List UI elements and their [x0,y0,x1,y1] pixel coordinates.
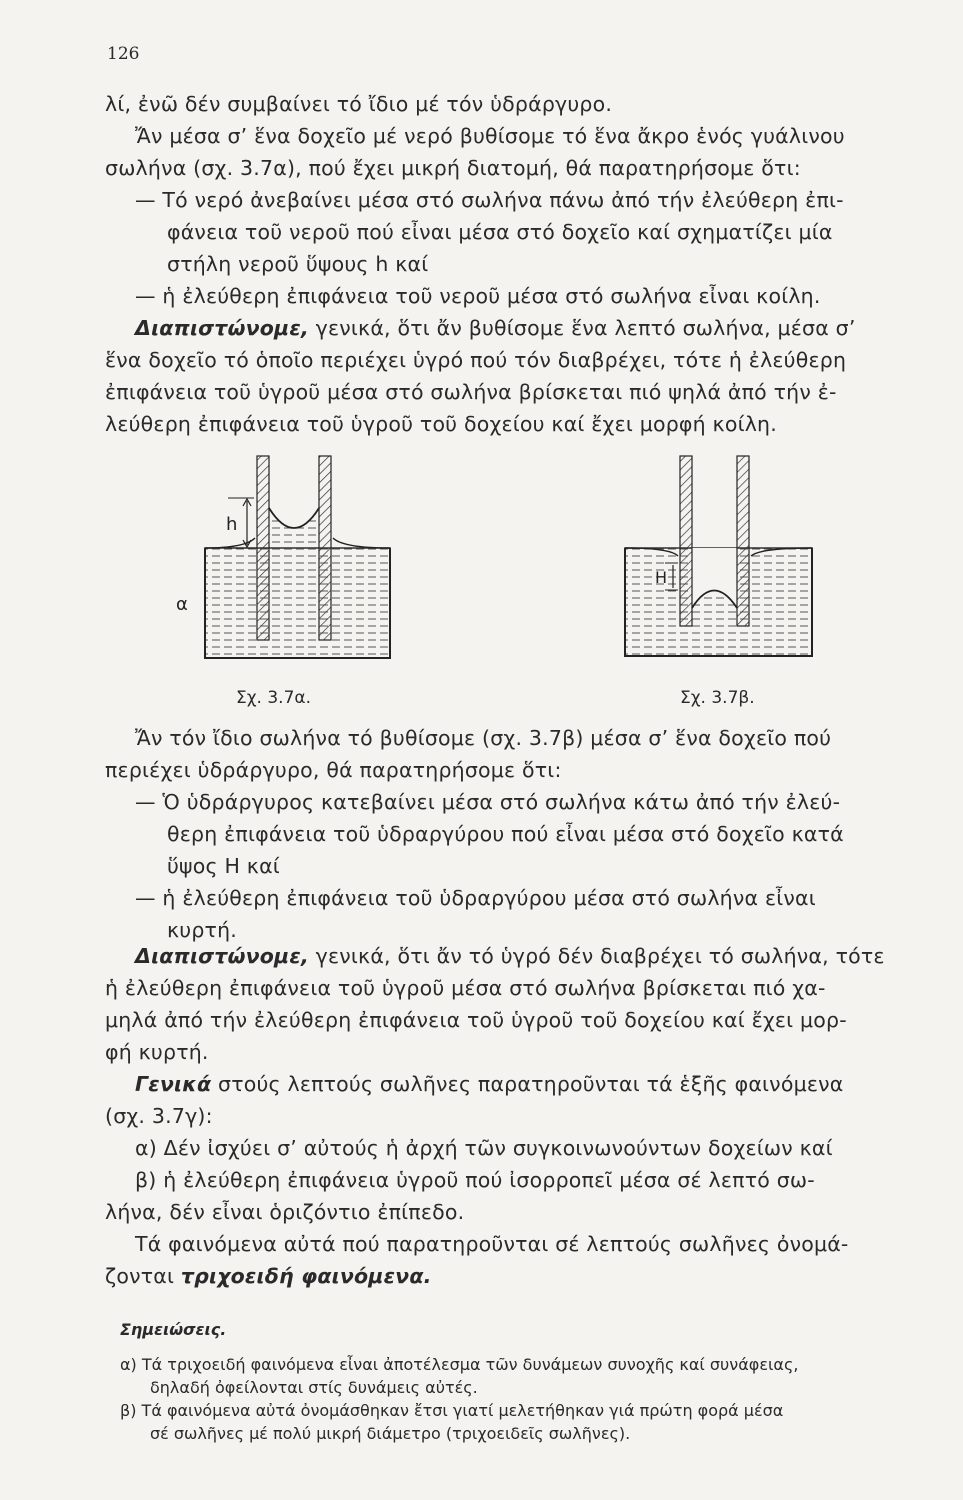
note-line: α) Τά τριχοειδή φαινόμενα εἶναι ἀποτέλεσμα τῶν δυνάμεων συνοχῆς καί συνάφειας, [120,1355,799,1374]
text-line: β) ἡ ἐλεύθερη ἐπιφάνεια ὑγροῦ πού ἰσορροπεῖ μέσα σέ λεπτό σω- [135,1168,815,1192]
tube-wall-left [257,456,269,640]
text-line [105,940,927,972]
figure-capillary-tubes [150,448,850,708]
text-line: σωλήνα (σχ. 3.7α), πού ἔχει μικρή διατομή, θά παρατηρήσομε ὅτι: [105,156,801,180]
text-line: Ἄν τόν ἴδιο σωλήνα τό βυθίσομε (σχ. 3.7β) μέσα σ’ ἕνα δοχεῖο πού [135,726,832,750]
label-a: α [176,594,188,615]
emphasis: Διαπιστώνομε, [135,944,309,968]
emphasis: Διαπιστώνομε, [135,316,309,340]
note-line: β) Τά φαινόμενα αὐτά ὀνομάσθηκαν ἔτσι γιατί μελετήθηκαν γιά πρώτη φορά μέσα [120,1401,784,1420]
text-line: φή κυρτή. [105,1040,209,1064]
paragraph-4 [105,940,927,1068]
page-number: 126 [107,44,140,64]
text-line: — ἡ ἐλεύθερη ἐπιφάνεια τοῦ νεροῦ μέσα στό σωλήνα εἶναι κοίλη. [135,284,821,308]
text-fragment: ζονται [105,1264,181,1288]
text-line: ὕψος Η καί [167,854,280,878]
tube-wall-left [680,456,692,626]
caption-3-7a: Σχ. 3.7α. [236,688,312,708]
text-line: ἐπιφάνεια τοῦ ὑγροῦ μέσα στό σωλήνα βρίσκεται πιό ψηλά ἀπό τήν ἐ- [105,380,837,404]
tube-wall-right [737,456,749,626]
text-fragment: γενικά, ὅτι ἄν βυθίσομε ἕνα λεπτό σωλήνα, μέσα σ’ [308,316,856,340]
text-line: α) Δέν ἰσχύει σ’ αὐτούς ἡ ἀρχή τῶν συγκοινωνούντων δοχείων καί [135,1136,833,1160]
text-line: φάνεια τοῦ νεροῦ πού εἶναι μέσα στό δοχεῖο καί σχηματίζει μία [167,220,833,244]
text-line: — Τό νερό ἀνεβαίνει μέσα στό σωλήνα πάνω ἀπό τήν ἐλεύθερη ἐπι- [135,188,844,212]
text-line: περιέχει ὑδράργυρο, θά παρατηρήσομε ὅτι: [105,758,562,782]
text-line: Τά φαινόμενα αὐτά πού παρατηροῦνται σέ λεπτούς σωλῆνες ὀνομά- [135,1232,849,1256]
paragraph-1 [105,88,927,312]
note-line: σέ σωλῆνες μέ πολύ μικρή διάμετρο (τριχοειδεῖς σωλῆνες). [150,1424,631,1443]
text-line: μηλά ἀπό τήν ἐλεύθερη ἐπιφάνεια τοῦ ὑγροῦ τοῦ δοχείου καί ἔχει μορ- [105,1008,847,1032]
text-line: Ἄν μέσα σ’ ἕνα δοχεῖο μέ νερό βυθίσομε τό ἕνα ἄκρο ἑνός γυάλινου [135,124,845,148]
text-line: λί, ἐνῶ δέν συμβαίνει τό ἴδιο μέ τόν ὑδράργυρο. [105,92,613,116]
paragraph-5 [105,1068,927,1228]
text-line: στήλη νεροῦ ὕψους h καί [167,252,429,276]
text-line: θερη ἐπιφάνεια τοῦ ὑδραργύρου πού εἶναι μέσα στό δοχεῖο κατά [167,822,844,846]
text-line [105,1260,927,1292]
notes-section [120,1318,940,1445]
text-line: — Ὁ ὑδράργυρος κατεβαίνει μέσα στό σωλήνα κάτω ἀπό τήν ἐλεύ- [135,790,841,814]
tube-wall-right [319,456,331,640]
text-fragment: στούς λεπτούς σωλῆνες παρατηροῦνται τά ἑξῆς φαινόμενα [211,1072,844,1096]
text-line: ἕνα δοχεῖο τό ὁποῖο περιέχει ὑγρό πού τόν διαβρέχει, τότε ἡ ἐλεύθερη [105,348,847,372]
label-H: H [655,568,668,587]
emphasis: Γενικά [135,1072,212,1096]
text-line: — ἡ ἐλεύθερη ἐπιφάνεια τοῦ ὑδραργύρου μέσα στό σωλήνα εἶναι [135,886,816,910]
text-line: (σχ. 3.7γ): [105,1104,213,1128]
note-line: δηλαδή ὀφείλονται στίς δυνάμεις αὐτές. [150,1378,478,1397]
meniscus-outer [333,538,390,548]
text-line: λεύθερη ἐπιφάνεια τοῦ ὑγροῦ τοῦ δοχείου καί ἔχει μορφή κοίλη. [105,412,777,436]
paragraph-3 [105,722,927,946]
text-line: κυρτή. [167,918,238,942]
figure-3-7b [625,456,812,656]
figure-3-7a [176,456,390,658]
emphasis: τριχοειδή φαινόμενα. [180,1264,432,1288]
caption-3-7b: Σχ. 3.7β. [680,688,755,708]
notes-title: Σημειώσεις. [120,1320,227,1339]
text-line: λήνα, δέν εἶναι ὁριζόντιο ἐπίπεδο. [105,1200,465,1224]
paragraph-6 [105,1228,927,1292]
text-fragment: γενικά, ὅτι ἄν τό ὑγρό δέν διαβρέχει τό σωλήνα, τότε [308,944,885,968]
label-h: h [226,514,238,535]
text-line [105,1068,927,1100]
text-line: ἡ ἐλεύθερη ἐπιφάνεια τοῦ ὑγροῦ μέσα στό σωλήνα βρίσκεται πιό χα- [105,976,826,1000]
paragraph-2 [105,312,927,440]
text-line [105,312,927,344]
